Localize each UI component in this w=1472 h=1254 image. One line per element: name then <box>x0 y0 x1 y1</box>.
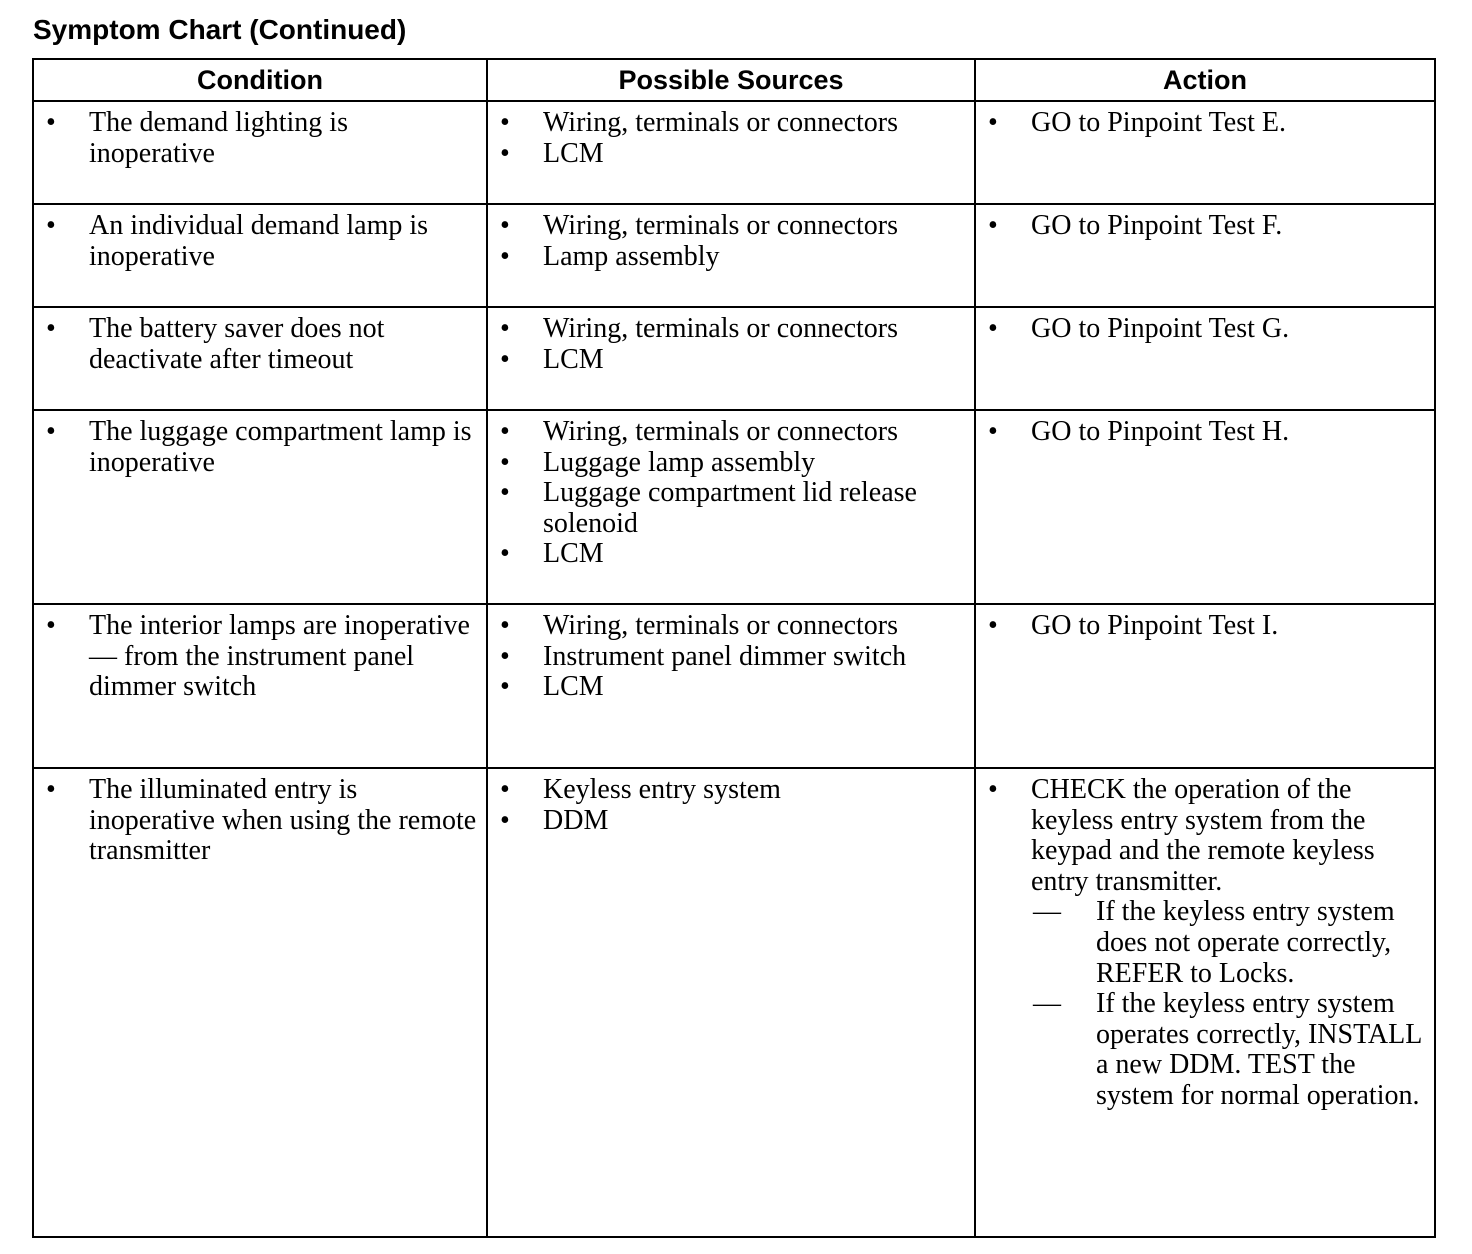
table-row <box>33 101 1435 204</box>
action-item: • GO to Pinpoint Test E. <box>988 108 1426 139</box>
source-item: • Wiring, terminals or connectors <box>500 108 966 139</box>
source-item: • DDM <box>500 806 966 837</box>
source-item: • Instrument panel dimmer switch <box>500 642 966 673</box>
source-item: • LCM <box>500 345 966 376</box>
condition-item: • The interior lamps are inoperative — from the instrument panel dimmer switch <box>46 611 478 703</box>
sources-cell <box>487 410 975 604</box>
action-cell <box>975 204 1435 307</box>
action-cell <box>975 768 1435 1237</box>
sub-action-item: — If the keyless entry system operates correctly, INSTALL a new DDM. TEST the system for normal operation. <box>1031 989 1430 1111</box>
source-item: • Wiring, terminals or connectors <box>500 314 966 345</box>
condition-header: Condition <box>33 59 487 101</box>
page-title: Symptom Chart (Continued) <box>33 14 407 45</box>
condition-item: • The demand lighting is inoperative <box>46 108 478 169</box>
sub-action-item: — If the keyless entry system does not operate correctly, REFER to Locks. <box>1031 897 1430 989</box>
condition-item: • The battery saver does not deactivate after timeout <box>46 314 478 375</box>
table-row <box>33 204 1435 307</box>
condition-cell <box>33 410 487 604</box>
action-item: • GO to Pinpoint Test I. <box>988 611 1426 642</box>
condition-item: • The luggage compartment lamp is inoperative <box>46 417 478 478</box>
action-item: • GO to Pinpoint Test F. <box>988 211 1426 242</box>
sources-cell <box>487 604 975 768</box>
table-header-row <box>33 59 1435 101</box>
table-row <box>33 307 1435 410</box>
condition-item: • An individual demand lamp is inoperative <box>46 211 478 272</box>
source-item: • Lamp assembly <box>500 242 966 273</box>
source-item: • Wiring, terminals or connectors <box>500 611 966 642</box>
condition-item: • The illuminated entry is inoperative when using the remote transmitter <box>46 775 478 867</box>
source-item: • Keyless entry system <box>500 775 966 806</box>
table-row <box>33 410 1435 604</box>
condition-cell <box>33 768 487 1237</box>
sources-cell <box>487 307 975 410</box>
action-cell <box>975 604 1435 768</box>
action-cell <box>975 307 1435 410</box>
table-row <box>33 768 1435 1237</box>
sources-cell <box>487 768 975 1237</box>
sources-cell <box>487 101 975 204</box>
possible-sources-header: Possible Sources <box>487 59 975 101</box>
action-item: • GO to Pinpoint Test G. <box>988 314 1426 345</box>
source-item: • Wiring, terminals or connectors <box>500 211 966 242</box>
table-row <box>33 604 1435 768</box>
condition-cell <box>33 307 487 410</box>
action-cell <box>975 101 1435 204</box>
action-text: CHECK the operation of the keyless entry system from the keypad and the remote keyless entry transmitter. <box>1031 774 1375 897</box>
source-item: • LCM <box>500 672 966 703</box>
condition-cell <box>33 604 487 768</box>
source-item: • LCM <box>500 539 966 570</box>
source-item: • LCM <box>500 139 966 170</box>
sub-action-list <box>1031 897 1430 1111</box>
source-item: • Luggage compartment lid release solenoid <box>500 478 966 539</box>
source-item: • Wiring, terminals or connectors <box>500 417 966 448</box>
action-item <box>988 775 1430 1112</box>
action-header: Action <box>975 59 1435 101</box>
sources-cell <box>487 204 975 307</box>
source-item: • Luggage lamp assembly <box>500 448 966 479</box>
condition-cell <box>33 101 487 204</box>
symptom-chart-table <box>32 58 1436 1238</box>
action-item: • GO to Pinpoint Test H. <box>988 417 1426 448</box>
condition-cell <box>33 204 487 307</box>
action-cell <box>975 410 1435 604</box>
